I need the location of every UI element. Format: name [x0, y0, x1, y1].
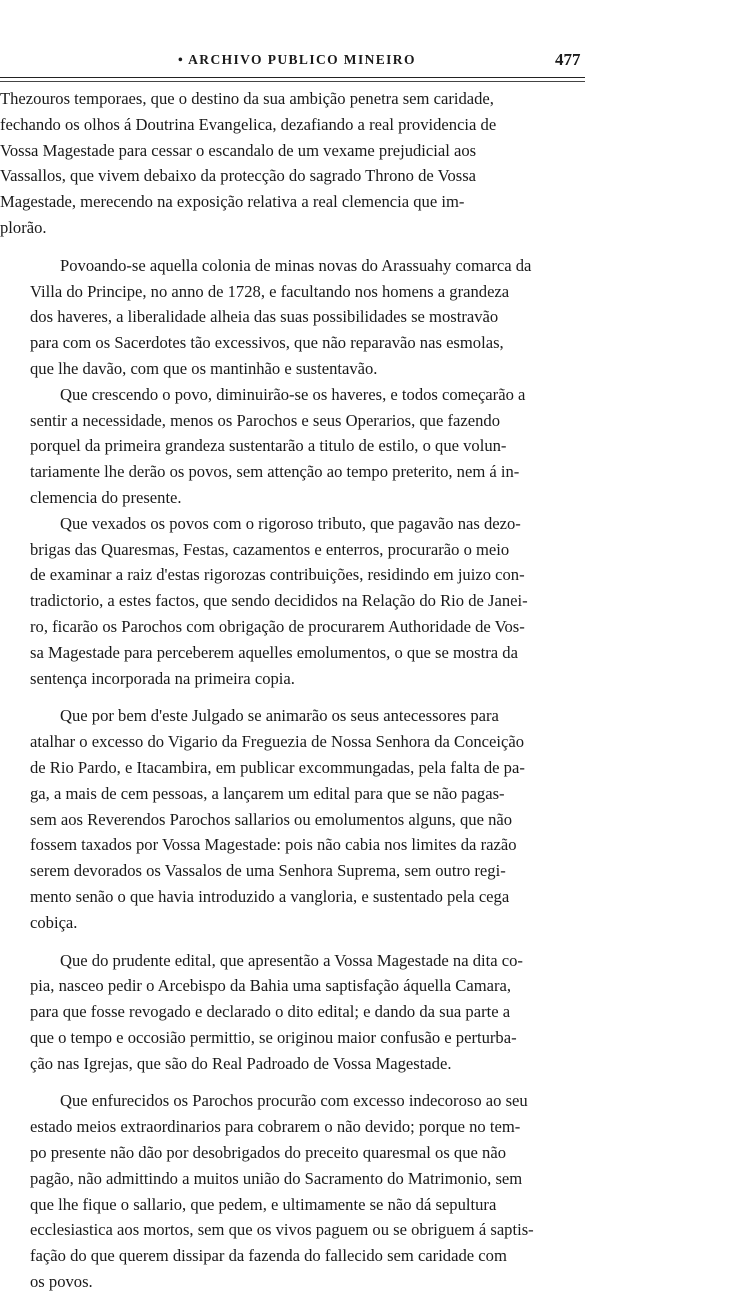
text-line: Que crescendo o povo, diminuirão-se os haveres, e todos começarão a	[60, 384, 526, 404]
running-title: • ARCHIVO PUBLICO MINEIRO	[178, 52, 416, 67]
text-line: Thezouros temporaes, que o destino da sua ambição penetra sem caridade,	[0, 89, 494, 108]
paragraph	[0, 86, 580, 241]
text-line: de Rio Pardo, e Itacambira, em publicar excommungadas, pela falta de pa-	[30, 757, 525, 777]
text-line: Povoando-se aquella colonia de minas novas do Arassuahy comarca da	[60, 255, 532, 275]
paragraph	[0, 1088, 580, 1294]
text-line: sa Magestade para perceberem aquelles emolumentos, o que se mostra da	[30, 642, 518, 662]
text-line: clemencia do presente.	[30, 487, 182, 507]
text-line: Que por bem d'este Julgado se animarão os seus antecessores para	[60, 706, 499, 726]
text-line: de examinar a raiz d'estas rigorozas contribuições, residindo em juizo con-	[30, 565, 525, 585]
text-line: pagão, não admittindo a muitos união do Sacramento do Matrimonio, sem	[30, 1168, 523, 1188]
text-line: sentença incorporada na primeira copia.	[30, 668, 295, 688]
text-line: porquel da primeira grandeza sustentarão a titulo de estilo, o que volun-	[30, 436, 507, 456]
text-line: Que do prudente edital, que apresentão a Vossa Magestade na dita co-	[60, 950, 523, 970]
text-line: atalhar o excesso do Vigario da Freguezia de Nossa Senhora da Conceição	[30, 732, 525, 752]
text-line: fossem taxados por Vossa Magestade: pois não cabia nos limites da razão	[30, 835, 517, 855]
text-line: Magestade, merecendo na exposição relativa a real clemencia que im-	[0, 192, 465, 212]
paragraph	[0, 511, 580, 692]
text-line: brigas das Quaresmas, Festas, cazamentos e enterros, procurarão o meio	[30, 539, 510, 559]
text-line: Que vexados os povos com o rigoroso tributo, que pagavão nas dezo-	[60, 513, 521, 533]
text-line: tradictorio, a estes factos, que sendo decididos na Relação do Rio de Janei-	[30, 591, 528, 611]
text-line: Vossa Magestade para cessar o escandalo de um vexame prejudicial aos	[0, 140, 477, 160]
header-rule	[0, 77, 585, 82]
text-line: para que fosse revogado e declarado o dito edital; e dando da sua parte a	[30, 1002, 511, 1022]
text-line: plorão.	[0, 217, 47, 237]
text-line: serem devorados os Vassalos de uma Senhora Suprema, sem outro regi-	[30, 861, 506, 881]
paragraph	[0, 382, 580, 511]
text-line: Vassallos, que vivem debaixo da protecção do sagrado Throno de Vossa	[0, 166, 477, 186]
text-line: fechando os olhos á Doutrina Evangelica, dezafiando a real providencia de	[0, 114, 497, 134]
page-header	[0, 50, 600, 74]
text-line: para com os Sacerdotes tão excessivos, que não reparavão nas esmolas,	[30, 333, 504, 353]
text-line: que lhe fique o sallario, que pedem, e ultimamente se não dá sepultura	[30, 1194, 497, 1214]
text-line: Que enfurecidos os Parochos procurão com excesso indecoroso ao seu	[60, 1091, 528, 1111]
text-line: ga, a mais de cem pessoas, a lançarem um edital para que se não pagas-	[30, 783, 505, 803]
text-line: sem aos Reverendos Parochos sallarios ou emolumentos alguns, que não	[30, 809, 513, 829]
text-line: dos haveres, a liberalidade alheia das suas possibilidades se mostravão	[30, 307, 499, 327]
page-number: 477	[555, 50, 581, 69]
text-line: fação do que querem dissipar da fazenda do fallecido sem caridade com	[30, 1246, 507, 1266]
text-line: que lhe davão, com que os mantinhão e sustentavão.	[30, 358, 378, 378]
text-line: pia, nasceo pedir o Arcebispo da Bahia uma saptisfação áquella Camara,	[30, 976, 512, 996]
text-line: ro, ficarão os Parochos com obrigação de procurarem Authoridade de Vos-	[30, 616, 525, 636]
paragraph	[0, 253, 580, 382]
paragraph	[0, 948, 580, 1077]
text-line: Villa do Principe, no anno de 1728, e facultando nos homens a grandeza	[30, 281, 510, 301]
text-line: mento senão o que havia introduzido a vangloria, e sustentado pela cega	[30, 886, 510, 906]
body-text	[0, 86, 580, 1295]
text-line: que o tempo e occosião permittio, se originou maior confusão e perturba-	[30, 1027, 517, 1047]
text-line: cobiça.	[30, 912, 78, 932]
text-line: po presente não dão por desobrigados do preceito quaresmal os que não	[30, 1143, 507, 1163]
text-line: ção nas Igrejas, que são do Real Padroado de Vossa Magestade.	[30, 1053, 452, 1073]
text-line: sentir a necessidade, menos os Parochos e seus Operarios, que fazendo	[30, 410, 501, 430]
text-line: os povos.	[30, 1272, 93, 1292]
text-line: estado meios extraordinarios para cobrarem o não devido; porque no tem-	[30, 1117, 521, 1137]
paragraph	[0, 703, 580, 935]
text-line: tariamente lhe derão os povos, sem attenção ao tempo preterito, nem á in-	[30, 462, 520, 482]
text-line: ecclesiastica aos mortos, sem que os vivos paguem ou se obriguem á saptis-	[30, 1220, 534, 1240]
